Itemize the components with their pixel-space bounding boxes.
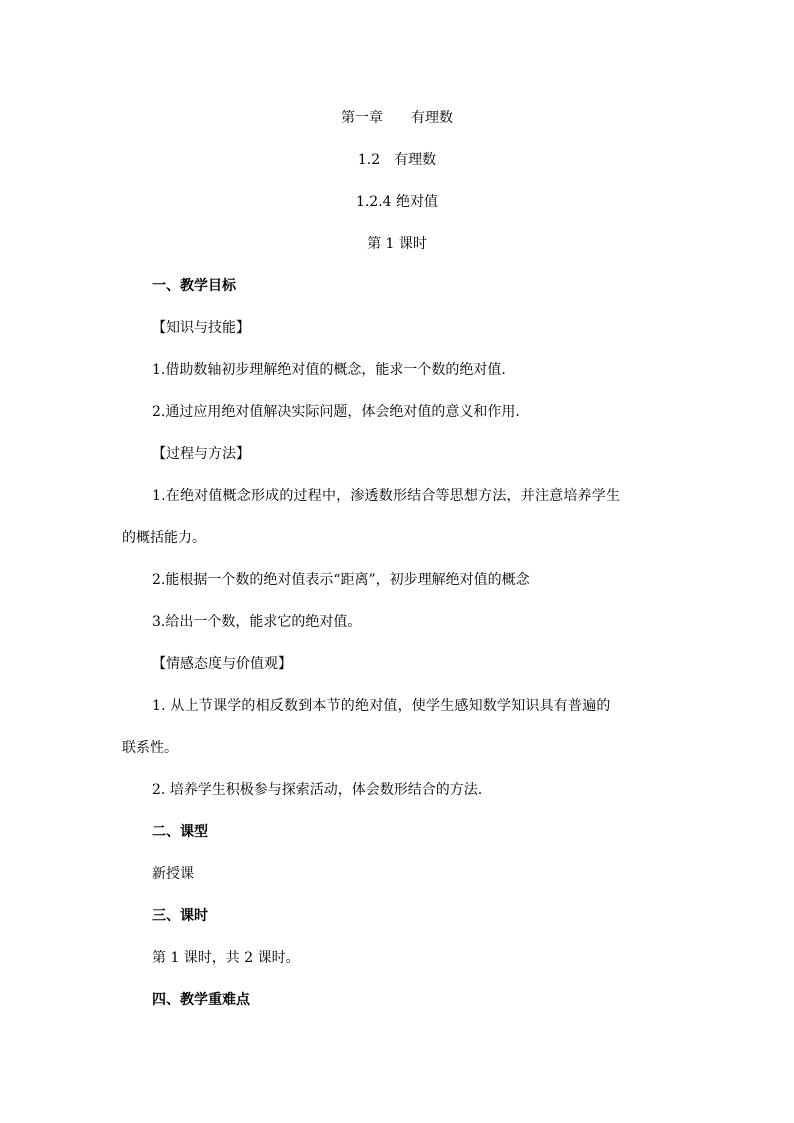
process-item-1-line-2: 的概括能力。 (122, 530, 206, 546)
attitude-item-2: 2. 培养学生积极参与探索活动，体会数形结合的方法. (152, 782, 483, 798)
key-points-heading: 四、教学重难点 (152, 992, 250, 1008)
process-item-2: 2.能根据一个数的绝对值表示“距离”，初步理解绝对值的概念 (152, 572, 530, 588)
lesson-type-heading: 二、课型 (152, 824, 208, 840)
section-title: 1.2 有理数 (357, 152, 437, 168)
process-heading: 【过程与方法】 (152, 446, 250, 462)
lesson-title: 第 1 课时 (367, 236, 427, 252)
knowledge-item-2: 2.通过应用绝对值解决实际问题，体会绝对值的意义和作用. (152, 404, 520, 420)
subsection-title: 1.2.4 绝对值 (355, 194, 439, 210)
periods-heading: 三、课时 (152, 908, 208, 924)
process-item-3: 3.给出一个数，能求它的绝对值。 (152, 614, 362, 630)
attitude-heading: 【情感态度与价值观】 (152, 656, 292, 672)
lesson-type-value: 新授课 (152, 866, 194, 882)
attitude-item-1-line-1: 1. 从上节课学的相反数到本节的绝对值，使学生感知数学知识具有普遍的 (152, 698, 611, 714)
knowledge-item-1: 1.借助数轴初步理解绝对值的概念，能求一个数的绝对值. (152, 362, 506, 378)
knowledge-heading: 【知识与技能】 (152, 320, 250, 336)
process-item-1-line-1: 1.在绝对值概念形成的过程中，渗透数形结合等思想方法，并注意培养学生 (152, 488, 621, 504)
attitude-item-1-line-2: 联系性。 (122, 740, 178, 756)
chapter-title: 第一章 有理数 (341, 110, 453, 126)
objectives-heading: 一、教学目标 (152, 278, 236, 294)
periods-value: 第 1 课时，共 2 课时。 (152, 950, 300, 966)
